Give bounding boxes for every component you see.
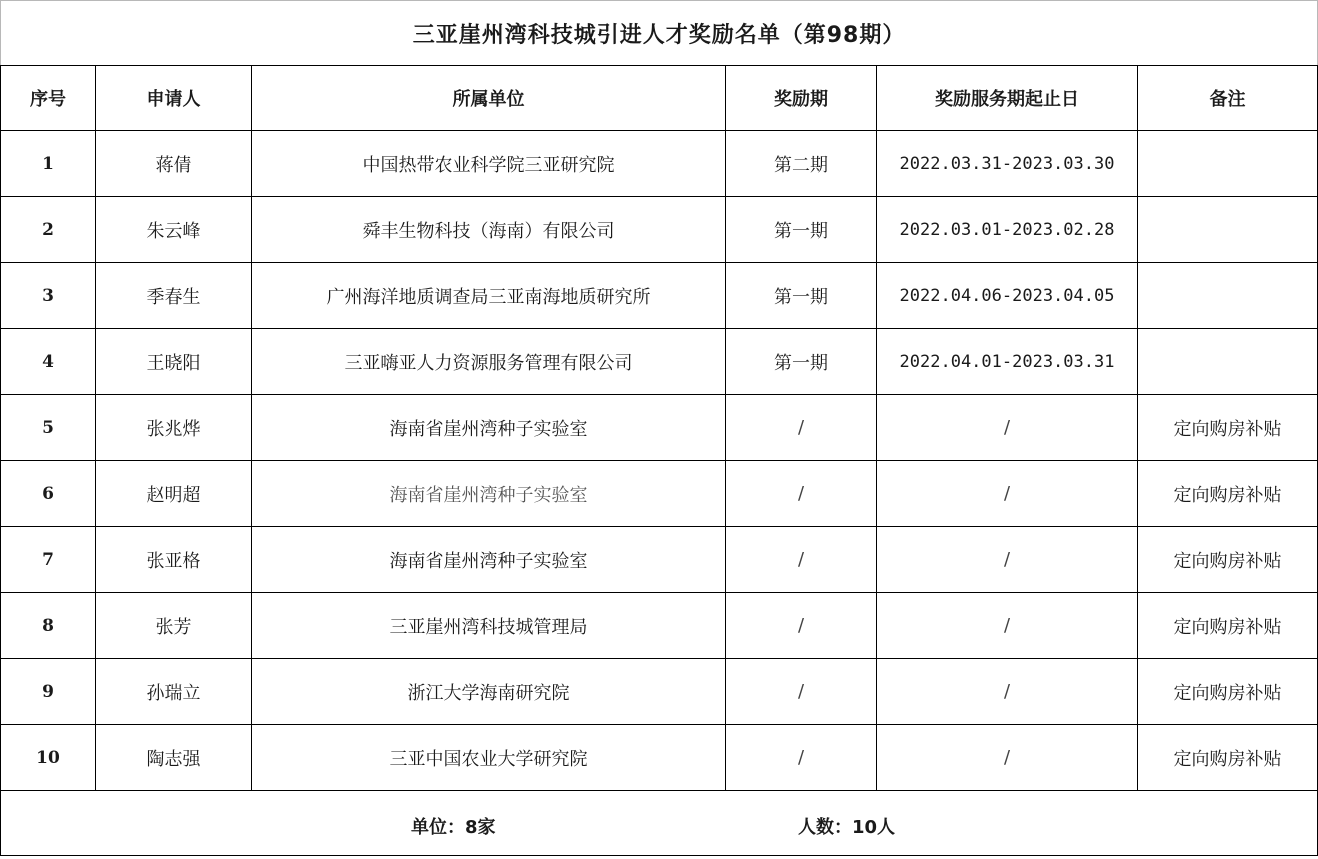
row-service-period: 2022.03.01-2023.02.28: [877, 197, 1138, 263]
row-no: 3: [1, 263, 96, 329]
row-applicant: 朱云峰: [96, 197, 252, 263]
row-applicant: 张亚格: [96, 527, 252, 593]
table-row: [1, 263, 1318, 329]
row-remark: 定向购房补贴: [1138, 659, 1318, 725]
row-period: /: [726, 395, 877, 461]
row-service-period: /: [877, 659, 1138, 725]
table-row: [1, 395, 1318, 461]
row-service-period: /: [877, 461, 1138, 527]
row-remark: [1138, 329, 1318, 395]
row-applicant: 赵明超: [96, 461, 252, 527]
summary-cell: [1, 791, 1318, 856]
row-no: 5: [1, 395, 96, 461]
row-service-period: /: [877, 593, 1138, 659]
row-no: 2: [1, 197, 96, 263]
row-remark: [1138, 131, 1318, 197]
row-service-period: /: [877, 395, 1138, 461]
summary-units: 单位：8家: [411, 817, 496, 838]
row-period: 第二期: [726, 131, 877, 197]
row-applicant: 孙瑞立: [96, 659, 252, 725]
row-remark: 定向购房补贴: [1138, 395, 1318, 461]
row-unit: 海南省崖州湾种子实验室: [252, 461, 726, 527]
row-period: /: [726, 593, 877, 659]
row-unit: 浙江大学海南研究院: [252, 659, 726, 725]
row-service-period: 2022.03.31-2023.03.30: [877, 131, 1138, 197]
table-row: [1, 131, 1318, 197]
table-row: [1, 197, 1318, 263]
row-period: /: [726, 659, 877, 725]
row-unit: 三亚嗨亚人力资源服务管理有限公司: [252, 329, 726, 395]
row-period: 第一期: [726, 197, 877, 263]
table-row: [1, 659, 1318, 725]
row-no: 4: [1, 329, 96, 395]
row-remark: 定向购房补贴: [1138, 725, 1318, 791]
table-row: [1, 527, 1318, 593]
row-applicant: 张芳: [96, 593, 252, 659]
row-service-period: 2022.04.06-2023.04.05: [877, 263, 1138, 329]
row-unit: 三亚中国农业大学研究院: [252, 725, 726, 791]
table-row: [1, 593, 1318, 659]
row-unit: 三亚崖州湾科技城管理局: [252, 593, 726, 659]
row-remark: [1138, 263, 1318, 329]
row-applicant: 蒋倩: [96, 131, 252, 197]
title-row: [1, 1, 1318, 66]
header-no: 序号: [1, 66, 96, 131]
row-no: 1: [1, 131, 96, 197]
table-row: [1, 329, 1318, 395]
header-remark: 备注: [1138, 66, 1318, 131]
summary-row: [1, 791, 1318, 856]
row-service-period: /: [877, 725, 1138, 791]
row-unit: 海南省崖州湾种子实验室: [252, 527, 726, 593]
row-unit: 舜丰生物科技（海南）有限公司: [252, 197, 726, 263]
row-applicant: 季春生: [96, 263, 252, 329]
row-period: /: [726, 461, 877, 527]
row-unit: 海南省崖州湾种子实验室: [252, 395, 726, 461]
row-remark: 定向购房补贴: [1138, 527, 1318, 593]
row-service-period: 2022.04.01-2023.03.31: [877, 329, 1138, 395]
header-period: 奖励期: [726, 66, 877, 131]
header-applicant: 申请人: [96, 66, 252, 131]
row-applicant: 陶志强: [96, 725, 252, 791]
row-no: 7: [1, 527, 96, 593]
summary-people: 人数：10人: [798, 817, 896, 838]
table-row: [1, 725, 1318, 791]
row-applicant: 张兆烨: [96, 395, 252, 461]
row-remark: 定向购房补贴: [1138, 461, 1318, 527]
row-applicant: 王晓阳: [96, 329, 252, 395]
row-period: /: [726, 527, 877, 593]
header-service-period: 奖励服务期起止日: [877, 66, 1138, 131]
row-no: 8: [1, 593, 96, 659]
row-service-period: /: [877, 527, 1138, 593]
row-remark: 定向购房补贴: [1138, 593, 1318, 659]
table-row: [1, 461, 1318, 527]
table-title: 三亚崖州湾科技城引进人才奖励名单（第98期）: [1, 1, 1318, 66]
row-no: 6: [1, 461, 96, 527]
row-unit: 中国热带农业科学院三亚研究院: [252, 131, 726, 197]
header-row: [1, 66, 1318, 131]
row-remark: [1138, 197, 1318, 263]
row-no: 9: [1, 659, 96, 725]
header-unit: 所属单位: [252, 66, 726, 131]
row-unit: 广州海洋地质调查局三亚南海地质研究所: [252, 263, 726, 329]
row-no: 10: [1, 725, 96, 791]
row-period: 第一期: [726, 263, 877, 329]
row-period: /: [726, 725, 877, 791]
row-period: 第一期: [726, 329, 877, 395]
